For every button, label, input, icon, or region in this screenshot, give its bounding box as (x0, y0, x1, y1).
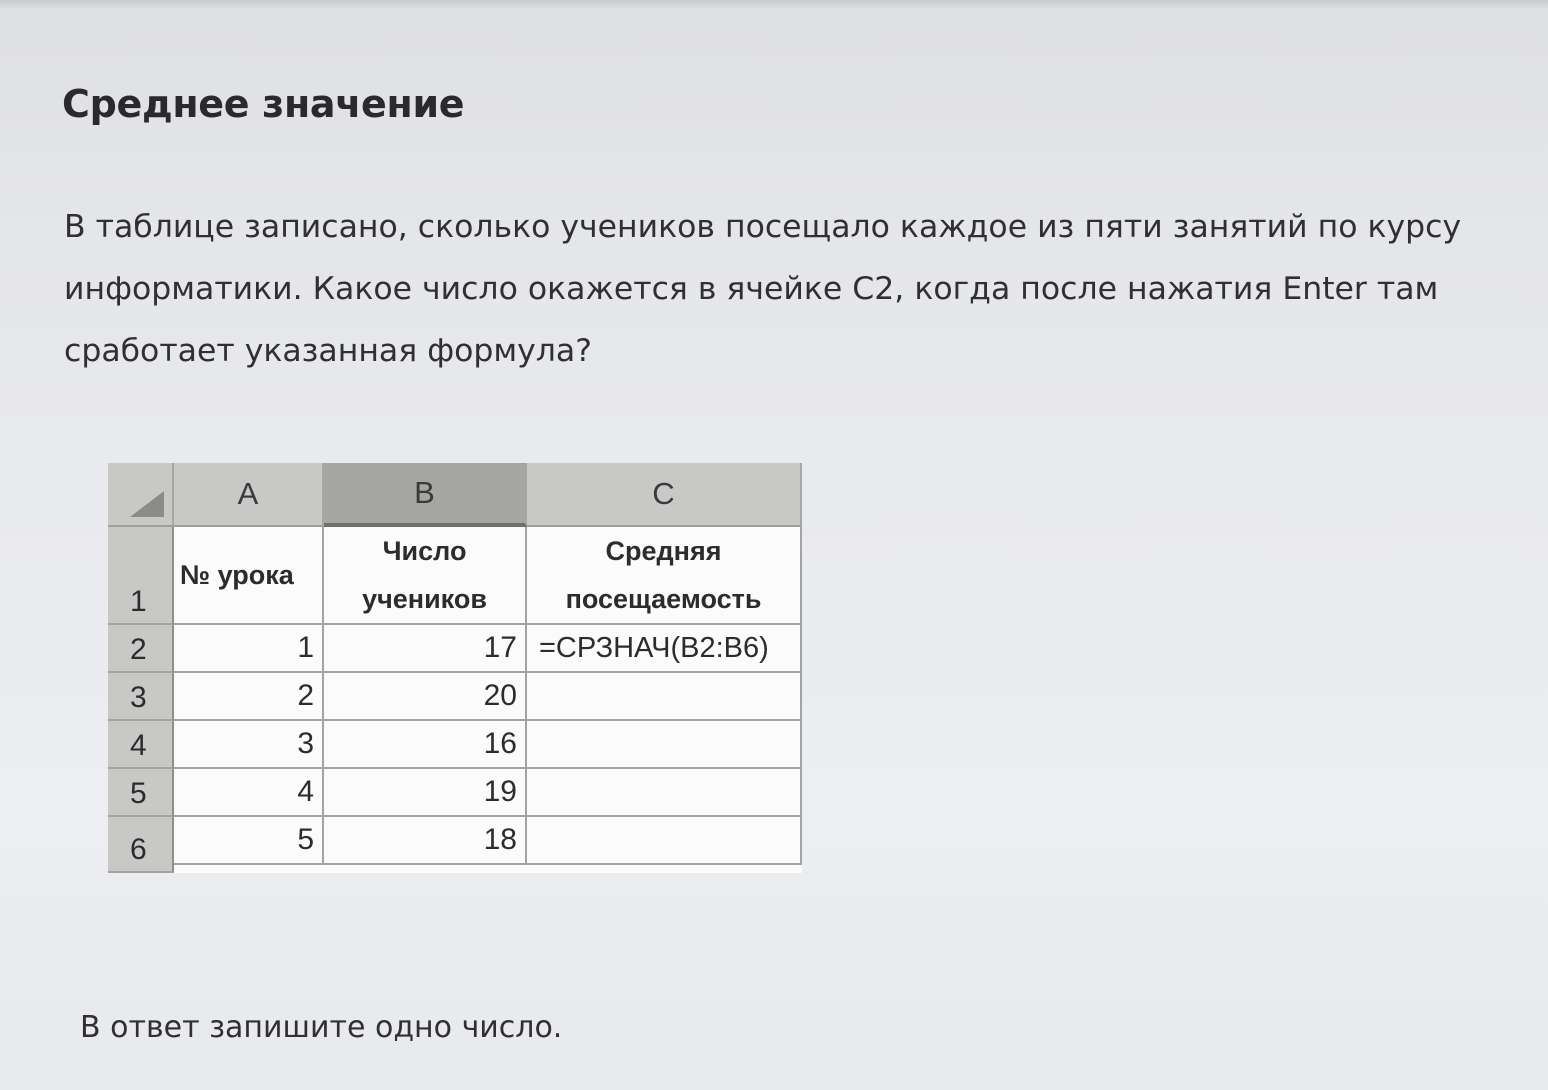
spreadsheet-image (108, 463, 802, 873)
row-header-6: 6 (108, 817, 174, 873)
cell-a6: 5 (174, 817, 324, 865)
cell-a4: 3 (174, 721, 324, 769)
cell-b1-line2: учеников (362, 584, 487, 614)
answer-instruction: В ответ запишите одно число. (80, 1010, 563, 1045)
cell-c4 (527, 721, 802, 769)
cell-c2: =СРЗНАЧ(В2:В6) (527, 625, 802, 673)
column-header-c: C (527, 463, 802, 527)
column-header-a: A (174, 463, 324, 527)
cell-c1-line2: посещаемость (565, 584, 762, 614)
cell-b4: 16 (324, 721, 527, 769)
row-header-1: 1 (108, 527, 174, 625)
cell-a1: № урока (174, 527, 324, 625)
row-header-2: 2 (108, 625, 174, 673)
cell-b5: 19 (324, 769, 527, 817)
cell-c3 (527, 673, 802, 721)
select-all-corner (108, 463, 174, 527)
cell-c1-line1: Средняя (605, 536, 722, 566)
cell-b3: 20 (324, 673, 527, 721)
cell-a3: 2 (174, 673, 324, 721)
row-header-4: 4 (108, 721, 174, 769)
row-header-5: 5 (108, 769, 174, 817)
cell-b2: 17 (324, 625, 527, 673)
cell-b1-line1: Число (382, 536, 467, 566)
cell-c1 (527, 527, 802, 625)
row-header-3: 3 (108, 673, 174, 721)
cell-b6: 18 (324, 817, 527, 865)
cell-a2: 1 (174, 625, 324, 673)
column-header-b: B (324, 463, 527, 527)
corner-triangle-icon (130, 491, 164, 517)
cell-c6 (527, 817, 802, 865)
cell-c5 (527, 769, 802, 817)
cell-a5: 4 (174, 769, 324, 817)
page-title: Среднее значение (62, 82, 465, 126)
cell-b1 (324, 527, 527, 625)
question-text: В таблице записано, сколько учеников посещало каждое из пяти занятий по курсу информатики. Какое число окажется в ячейке C2, когда после нажатия Enter там сработает указанная формула? (64, 209, 1462, 369)
